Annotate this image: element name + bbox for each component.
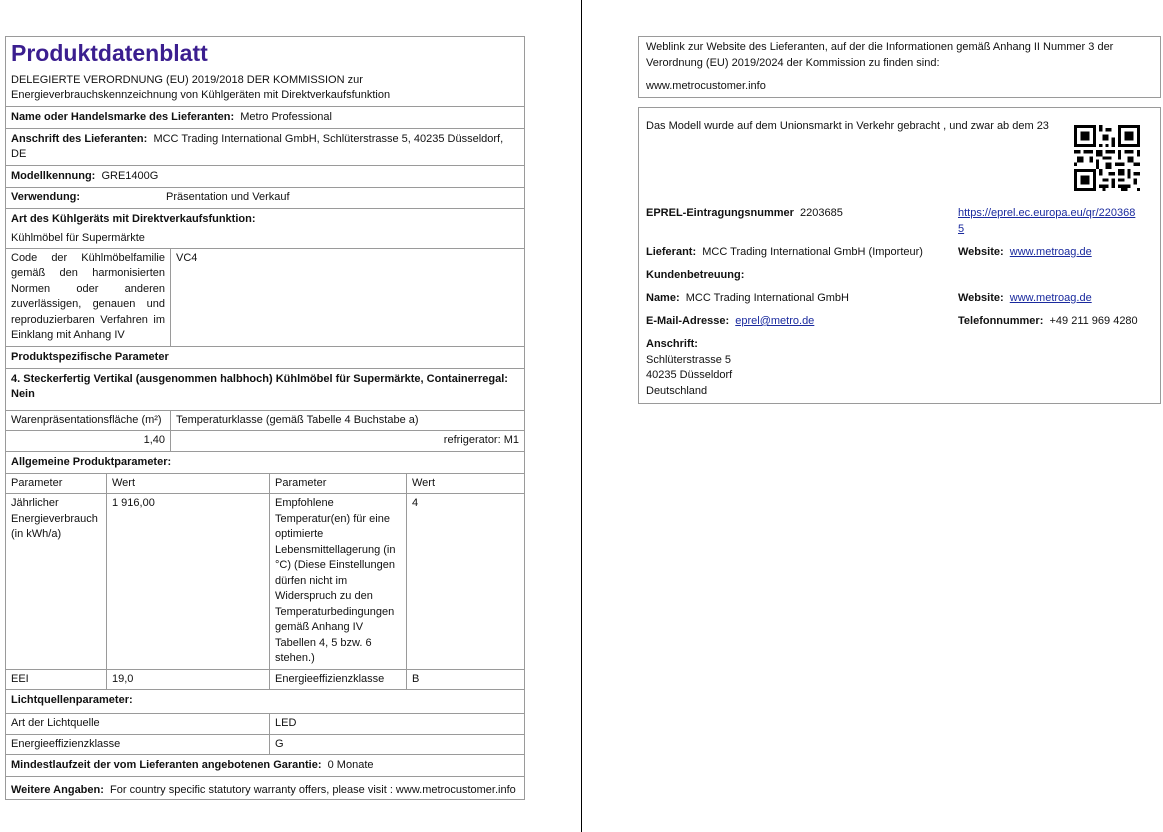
type-value: Kühlmöbel für Supermärkte (11, 231, 145, 244)
type-label: Art des Kühlgeräts mit Direktverkaufsfunktion: (11, 212, 256, 225)
eprel-label: EPREL-Eintragungsnummer (646, 207, 794, 219)
page-title: Produktdatenblatt (11, 40, 208, 66)
address-block (646, 337, 732, 399)
website2-link[interactable]: www.metroag.de (1009, 292, 1092, 304)
name-row (646, 291, 849, 307)
brand-value: Metro Professional (240, 111, 332, 123)
eprel-link[interactable]: https://eprel.ec.europa.eu/qr/2203685 (958, 207, 1136, 235)
supplier-label: Lieferant: (646, 246, 697, 258)
table-cell: LED (275, 717, 297, 729)
model-row (6, 165, 524, 187)
qr-code-icon[interactable] (1074, 125, 1140, 191)
table-cell: Energieeffizienzklasse (6, 734, 270, 755)
family-value: VC4 (176, 251, 198, 264)
weblink-text: Weblink zur Website des Lieferanten, auf der die Informationen gemäß Anhang II Nummer 3 der Verordnung (EU) 2019/2024 der Kommission zu finden sind: (646, 41, 1114, 69)
addr-line: Deutschland (646, 384, 708, 397)
type-row (6, 209, 524, 248)
params-col-3: Parameter (270, 474, 407, 494)
general-header (6, 451, 524, 473)
table-cell: Empfohlene Temperatur(en) für eine optimierte Lebensmittellagerung (in °C) (Diese Einstellungen dürfen nicht im Widerspruch zu den Temperaturbedingungen gemäß Anhang IV Tabellen 4, 5 bzw. 6 stehen.) (270, 493, 407, 669)
category-header-text: 4. Steckerfertig Vertikal (ausgenommen halbhoch) Kühlmöbel für Supermärkte, Containerregal: Nein (11, 372, 508, 400)
table-cell: G (270, 734, 524, 755)
market-box (638, 107, 1161, 404)
params-col-1: Parameter (6, 474, 107, 494)
service-label (646, 268, 744, 284)
table-cell: EEI (6, 669, 107, 690)
brand-row (6, 106, 524, 128)
addr-label: Anschrift: (646, 338, 698, 350)
weblink-box (638, 36, 1161, 98)
phone-value: +49 211 969 4280 (1049, 315, 1138, 327)
addr-line: Schlüterstrasse 5 (646, 353, 731, 366)
website-link[interactable]: www.metroag.de (1009, 246, 1092, 258)
warranty-row (6, 754, 524, 776)
use-label: Verwendung: (11, 191, 81, 203)
category-header (6, 368, 524, 410)
service-label-text: Kundenbetreuung: (646, 269, 745, 281)
more-info-label: Weitere Angaben: (11, 784, 104, 796)
use-value: Präsentation und Verkauf (166, 191, 290, 203)
eprel-value: 2203685 (800, 207, 843, 219)
params-table (6, 473, 524, 690)
general-header-text: Allgemeine Produktparameter: (11, 455, 172, 468)
use-row (6, 187, 524, 209)
supplier-value: MCC Trading International GmbH (Importeur) (702, 246, 923, 258)
name-value: MCC Trading International GmbH (685, 292, 849, 304)
family-label: Code der Kühlmöbelfamilie gemäß den harmonisierten Normen oder anderen zuverlässigen, genauen und reproduzierbaren Verfahren im Einklang mit Anhang IV (6, 249, 171, 346)
page-divider (581, 0, 582, 832)
table-cell: Jährlicher Energieverbrauch (in kWh/a) (6, 493, 107, 669)
table-cell: 19,0 (107, 669, 270, 690)
phone-row (958, 314, 1138, 330)
brand-label: Name oder Handelsmarke des Lieferanten: (11, 111, 235, 123)
weblink-url[interactable]: www.metrocustomer.info (646, 80, 766, 92)
area-row (6, 410, 524, 451)
light-header (6, 689, 524, 713)
email-link[interactable]: eprel@metro.de (735, 315, 815, 327)
address-row (6, 128, 524, 165)
regulation-text: DELEGIERTE VERORDNUNG (EU) 2019/2018 DER KOMMISSION zur Energieverbrauchskennzeichnung von Kühlgeräten mit Direktverkaufsfunktion (11, 74, 391, 101)
params-col-2: Wert (107, 474, 270, 494)
name-label: Name: (646, 292, 680, 304)
warranty-label: Mindestlaufzeit der vom Lieferanten angebotenen Garantie: (11, 759, 322, 771)
params-col-4: Wert (412, 476, 436, 489)
website2-row (958, 291, 1092, 307)
email-label: E-Mail-Adresse: (646, 315, 730, 327)
warranty-value: 0 Monate (327, 759, 374, 771)
product-data-sheet (5, 36, 525, 800)
light-table (6, 713, 524, 754)
website-label: Website: (958, 246, 1004, 258)
phone-label: Telefonnummer: (958, 315, 1044, 327)
temp-class-label: Temperaturklasse (gemäß Tabelle 4 Buchstabe a) (176, 413, 419, 426)
table-cell: B (407, 669, 524, 690)
area-label: Warenpräsentationsfläche (m²) (6, 411, 171, 431)
family-row (6, 248, 524, 346)
market-text: Das Modell wurde auf dem Unionsmarkt in Verkehr gebracht , und zwar ab dem 23 (646, 120, 1049, 132)
eprel-row (646, 206, 843, 222)
email-row (646, 314, 814, 330)
temp-class-value: refrigerator: M1 (171, 430, 524, 451)
more-info-value: For country specific statutory warranty offers, please visit : www.metrocustomer.info (110, 784, 516, 796)
specific-header-text: Produktspezifische Parameter (11, 350, 169, 363)
specific-header (6, 346, 524, 368)
table-cell: 1 916,00 (107, 493, 270, 669)
addr-line: 40235 Düsseldorf (646, 369, 733, 381)
model-label: Modellkennung: (11, 170, 96, 182)
area-value: 1,40 (6, 430, 171, 451)
website-row (958, 245, 1092, 261)
table-cell: 4 (407, 493, 524, 669)
model-value: GRE1400G (101, 170, 159, 182)
table-cell: Energieeffizienzklasse (270, 669, 407, 690)
address-value: MCC Trading International GmbH, Schlüterstrasse 5, 40235 Düsseldorf, DE (11, 133, 504, 160)
more-info-row (6, 776, 524, 801)
table-cell: Art der Lichtquelle (6, 714, 270, 734)
address-label: Anschrift des Lieferanten: (11, 133, 148, 145)
supplier-row (646, 245, 923, 261)
website2-label: Website: (958, 292, 1004, 304)
light-header-text: Lichtquellenparameter: (11, 694, 133, 706)
